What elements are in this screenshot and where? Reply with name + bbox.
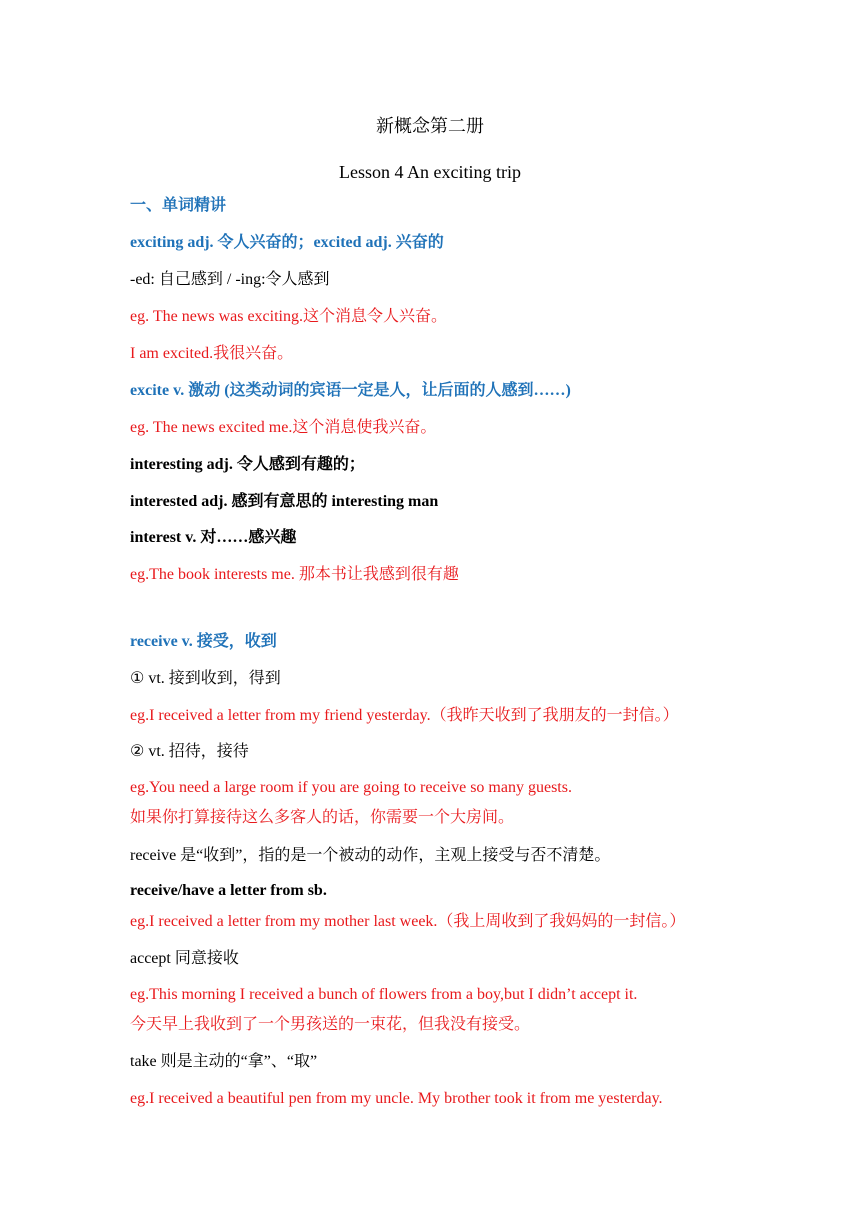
example-sentence: eg.The book interests me. 那本书让我感到很有趣 — [130, 566, 459, 583]
usage-note: receive 是“收到”，指的是一个被动的动作，主观上接受与否不清楚。 — [130, 847, 611, 864]
example-sentence: eg. The news was exciting.这个消息令人兴奋。 — [130, 308, 447, 325]
series-title: 新概念第二册 — [376, 116, 484, 136]
vocab-interest: interest v. 对……感兴趣 — [130, 529, 297, 546]
vocab-exciting: exciting adj. 令人兴奋的；excited adj. 兴奋的 — [130, 234, 444, 251]
suffix-note: -ed: 自己感到 / -ing:令人感到 — [130, 271, 330, 288]
vocab-receive: receive v. 接受，收到 — [130, 633, 277, 650]
example-sentence: eg.I received a letter from my friend yesterday.（我昨天收到了我朋友的一封信。） — [130, 707, 679, 724]
vocab-interested: interested adj. 感到有意思的 interesting man — [130, 493, 439, 510]
example-sentence: I am excited.我很兴奋。 — [130, 345, 294, 362]
example-translation: 今天早上我收到了一个男孩送的一束花，但我没有接受。 — [130, 1016, 531, 1033]
section-heading: 一、单词精讲 — [130, 197, 227, 214]
example-translation: 如果你打算接待这么多客人的话，你需要一个大房间。 — [130, 809, 515, 826]
vocab-excite: excite v. 激动 (这类动词的宾语一定是人，让后面的人感到……) — [130, 382, 571, 399]
lesson-title: Lesson 4 An exciting trip — [339, 162, 521, 182]
example-sentence: eg.This morning I received a bunch of flowers from a boy,but I didn’t accept it. — [130, 986, 638, 1003]
sense-item: ① vt. 接到收到，得到 — [130, 670, 281, 687]
example-sentence: eg.You need a large room if you are going to receive so many guests. — [130, 779, 572, 796]
vocab-accept: accept 同意接收 — [130, 950, 239, 967]
sense-item: ② vt. 招待，接待 — [130, 743, 249, 760]
example-sentence: eg. The news excited me.这个消息使我兴奋。 — [130, 419, 437, 436]
example-sentence: eg.I received a letter from my mother last week.（我上周收到了我妈妈的一封信。） — [130, 913, 686, 930]
phrase-item: receive/have a letter from sb. — [130, 882, 327, 899]
vocab-take: take 则是主动的“拿”、“取” — [130, 1053, 318, 1070]
example-sentence: eg.I received a beautiful pen from my uncle. My brother took it from me yesterday. — [130, 1090, 663, 1107]
vocab-interesting: interesting adj. 令人感到有趣的； — [130, 456, 365, 473]
